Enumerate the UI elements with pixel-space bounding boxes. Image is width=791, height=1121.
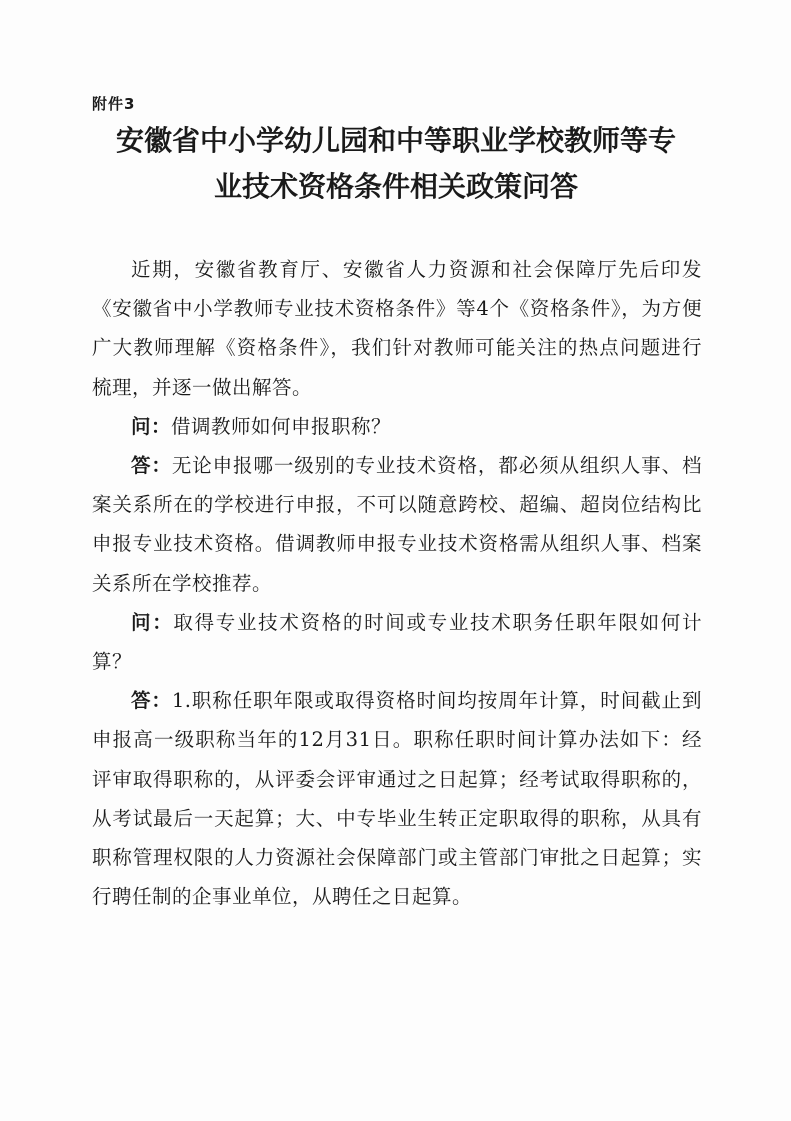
question-label: 问：	[131, 610, 174, 634]
question-label: 问：	[131, 414, 172, 438]
document-body	[92, 250, 702, 916]
title-line-1: 安徽省中小学幼儿园和中等职业学校教师等专	[115, 124, 676, 157]
answer-text: 1.职称任职年限或取得资格时间均按周年计算，时间截止到申报高一级职称当年的12月31日。职称任职时间计算办法如下：经评审取得职称的，从评委会评审通过之日起算；经考试取得职称的，从考试最后一天起算；大、中专毕业生转正定职取得的职称，从具有职称管理权限的人力资源社会保障部门或主管部门审批之日起算；实行聘任制的企事业单位，从聘任之日起算。	[92, 689, 702, 909]
title-line-2: 业技术资格条件相关政策问答	[213, 170, 578, 203]
question-1	[92, 407, 702, 446]
answer-label: 答：	[131, 454, 172, 478]
answer-1	[92, 446, 702, 603]
document-title	[80, 118, 712, 210]
intro-paragraph: 近期，安徽省教育厅、安徽省人力资源和社会保障厅先后印发《安徽省中小学教师专业技术资格条件》等4个《资格条件》，为方便广大教师理解《资格条件》，我们针对教师可能关注的热点问题进行梳理，并逐一做出解答。	[92, 258, 702, 399]
attachment-label: 附件3	[92, 95, 136, 113]
question-text: 取得专业技术资格的时间或专业技术职务任职年限如何计算？	[92, 610, 702, 674]
question-text: 借调教师如何申报职称？	[171, 414, 392, 438]
answer-2	[92, 681, 702, 916]
question-2	[92, 603, 702, 681]
answer-label: 答：	[131, 689, 172, 713]
answer-text: 无论申报哪一级别的专业技术资格，都必须从组织人事、档案关系所在的学校进行申报，不可以随意跨校、超编、超岗位结构比申报专业技术资格。借调教师申报专业技术资格需从组织人事、档案关系所在学校推荐。	[92, 454, 702, 595]
